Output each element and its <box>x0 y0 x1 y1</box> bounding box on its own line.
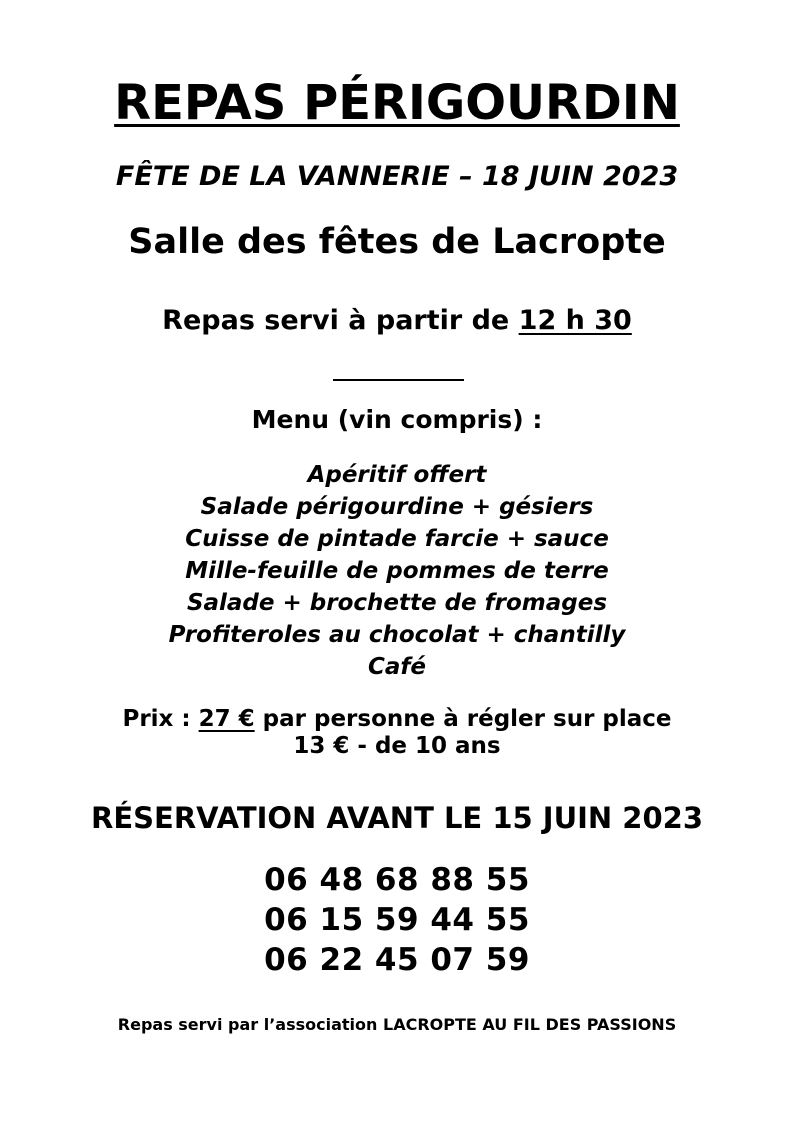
phone-number: 06 15 59 44 55 <box>264 902 530 938</box>
page-title: REPAS PÉRIGOURDIN <box>114 75 680 131</box>
menu-title: Menu (vin compris) : <box>251 405 543 434</box>
separator-rule <box>333 379 464 381</box>
price-amount: 27 € <box>198 706 255 732</box>
price-suffix: par personne à régler sur place <box>254 706 672 732</box>
venue-name: Salle des fêtes de Lacropte <box>128 222 666 262</box>
event-subtitle: FÊTE DE LA VANNERIE – 18 JUIN 2023 <box>115 161 679 192</box>
phone-list <box>0 860 794 980</box>
menu-item: Profiteroles au chocolat + chantilly <box>168 622 626 648</box>
menu-item: Café <box>367 654 426 680</box>
child-price: 13 € - de 10 ans <box>293 733 501 759</box>
menu-list <box>0 459 794 683</box>
phone-number: 06 48 68 88 55 <box>264 862 530 898</box>
menu-item: Salade + brochette de fromages <box>186 590 608 616</box>
menu-item: Cuisse de pintade farcie + sauce <box>185 526 609 552</box>
menu-item: Mille-feuille de pommes de terre <box>185 558 609 584</box>
price-line <box>0 706 794 732</box>
menu-item: Salade périgourdine + gésiers <box>200 494 594 520</box>
service-time-prefix: Repas servi à partir de <box>162 305 519 336</box>
service-time-line <box>0 305 794 336</box>
menu-item: Apéritif offert <box>307 462 487 488</box>
service-time: 12 h 30 <box>518 305 632 336</box>
reservation-deadline: RÉSERVATION AVANT LE 15 JUIN 2023 <box>90 801 704 835</box>
price-prefix: Prix : <box>122 706 199 732</box>
footer-note: Repas servi par l’association LACROPTE AU FIL DES PASSIONS <box>117 1015 677 1034</box>
phone-number: 06 22 45 07 59 <box>264 942 530 978</box>
